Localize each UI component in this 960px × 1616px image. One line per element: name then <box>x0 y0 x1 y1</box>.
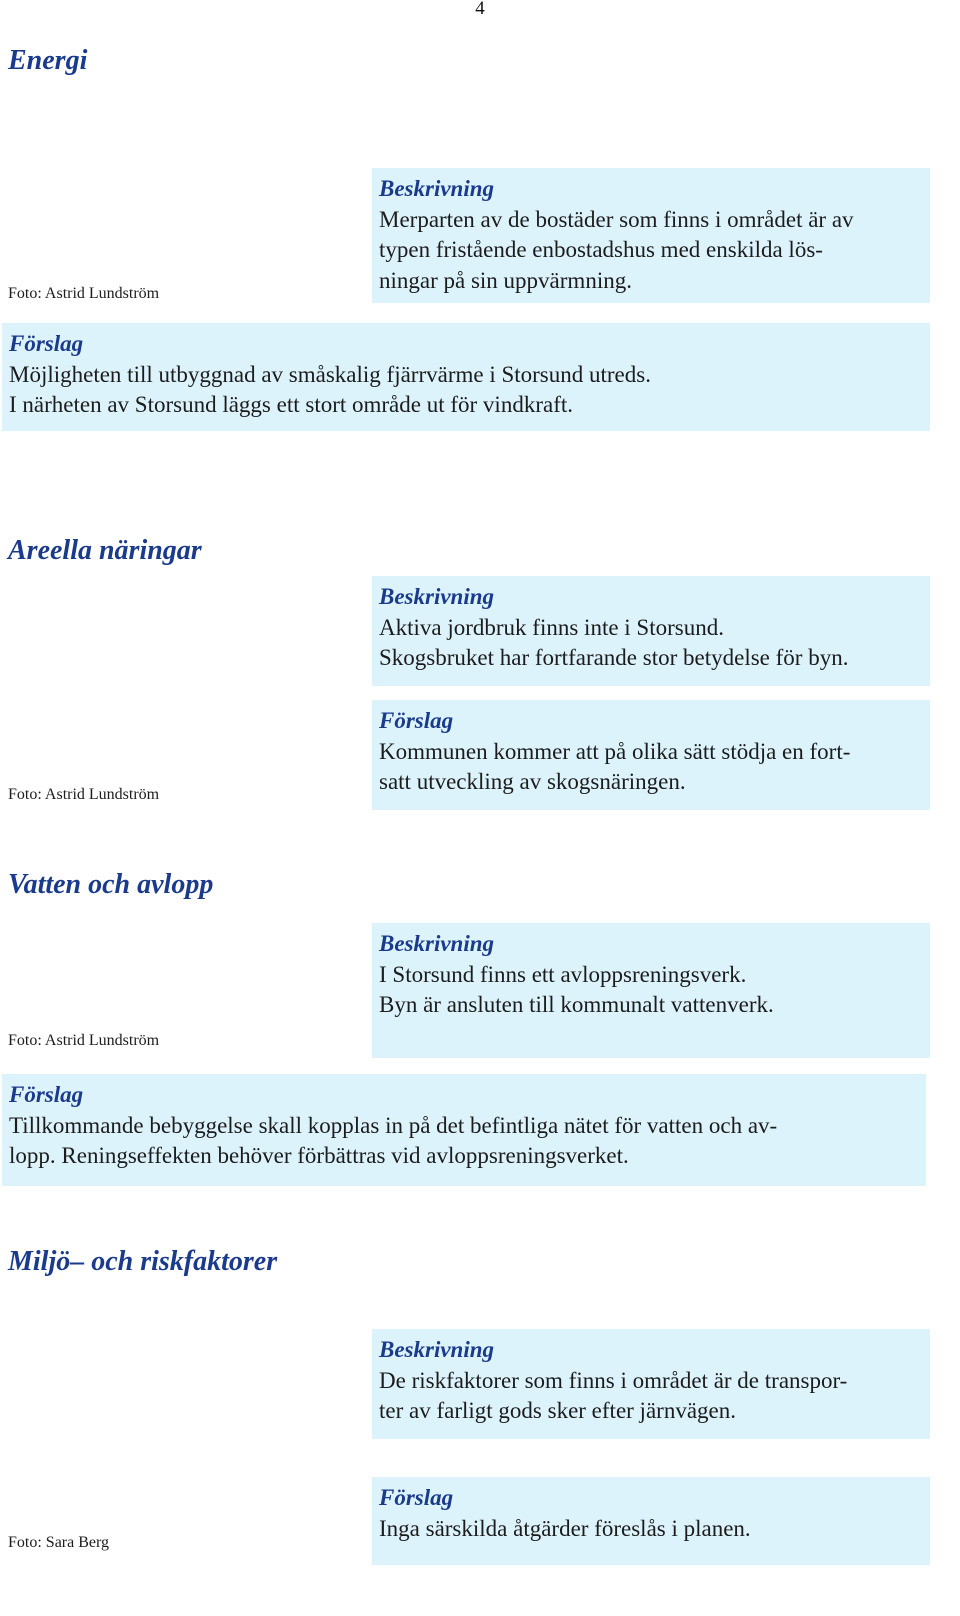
forslag-box-areella <box>372 700 930 810</box>
beskrivning-heading: Beskrivning <box>379 584 495 609</box>
beskrivning-line: De riskfaktorer som finns i området är de transpor- <box>379 1367 848 1393</box>
beskrivning-line: Merparten av de bostäder som finns i området är av <box>379 206 854 232</box>
photo-caption-energi: Foto: Astrid Lundström <box>8 285 160 302</box>
beskrivning-line: Skogsbruket har fortfarande stor betydelse för byn. <box>379 645 849 670</box>
beskrivning-line: ningar på sin uppvärmning. <box>379 267 632 293</box>
forslag-heading: Förslag <box>9 331 84 356</box>
forslag-line: Kommunen kommer att på olika sätt stödja en fort- <box>379 738 851 764</box>
section-title-vatten: Vatten och avlopp <box>8 869 214 900</box>
photo-caption-vatten: Foto: Astrid Lundström <box>8 1032 160 1049</box>
forslag-box-energi <box>2 323 930 431</box>
beskrivning-box-areella <box>372 576 930 686</box>
beskrivning-line: Aktiva jordbruk finns inte i Storsund. <box>379 614 724 640</box>
beskrivning-line: I Storsund finns ett avloppsreningsverk. <box>379 961 747 987</box>
beskrivning-heading: Beskrivning <box>379 1337 495 1362</box>
beskrivning-box-vatten <box>372 923 930 1058</box>
section-title-energi: Energi <box>8 45 88 76</box>
photo-caption-miljo: Foto: Sara Berg <box>8 1534 110 1551</box>
beskrivning-line: Byn är ansluten till kommunalt vattenverk. <box>379 992 774 1017</box>
beskrivning-line: typen fristående enbostadshus med enskilda lös- <box>379 237 823 262</box>
section-title-areella: Areella näringar <box>8 535 202 566</box>
beskrivning-line: ter av farligt gods sker efter järnvägen. <box>379 1398 736 1423</box>
forslag-heading: Förslag <box>379 1485 454 1510</box>
forslag-box-vatten <box>2 1074 926 1186</box>
forslag-heading: Förslag <box>379 708 454 733</box>
beskrivning-box-energi <box>372 168 930 303</box>
forslag-line: Tillkommande bebyggelse skall kopplas in på det befintliga nätet för vatten och av- <box>9 1112 778 1138</box>
forslag-line: lopp. Reningseffekten behöver förbättras vid avloppsreningsverket. <box>9 1143 629 1168</box>
forslag-heading: Förslag <box>9 1082 84 1107</box>
forslag-box-miljo <box>372 1477 930 1565</box>
forslag-line: Inga särskilda åtgärder föreslås i planen. <box>379 1515 751 1541</box>
photo-caption-areella: Foto: Astrid Lundström <box>8 786 160 803</box>
forslag-line: Möjligheten till utbyggnad av småskalig fjärrvärme i Storsund utreds. <box>9 361 651 387</box>
beskrivning-box-miljo <box>372 1329 930 1439</box>
beskrivning-heading: Beskrivning <box>379 931 495 956</box>
forslag-line: satt utveckling av skogsnäringen. <box>379 769 686 794</box>
page-number: 4 <box>475 0 485 19</box>
section-title-miljo: Miljö– och riskfaktorer <box>8 1246 278 1277</box>
beskrivning-heading: Beskrivning <box>379 176 495 201</box>
forslag-line: I närheten av Storsund läggs ett stort område ut för vindkraft. <box>9 392 573 417</box>
